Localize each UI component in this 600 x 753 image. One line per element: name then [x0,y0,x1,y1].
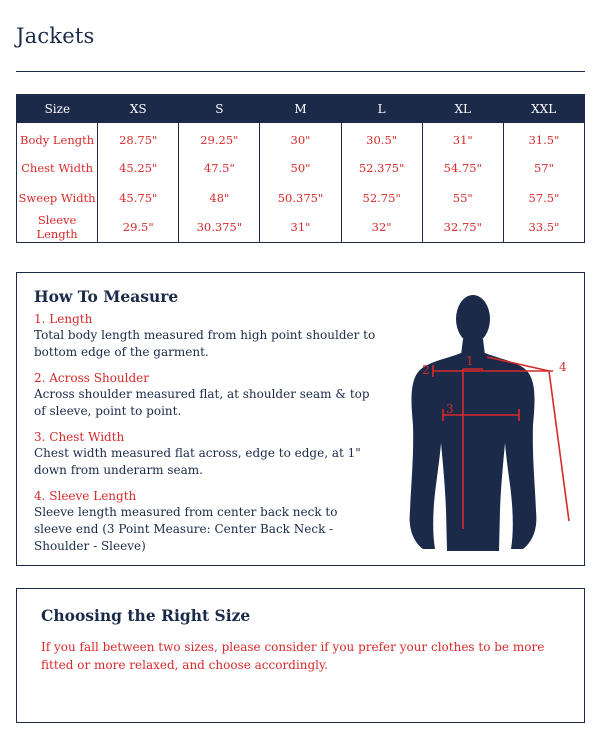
choosing-size-text: If you fall between two sizes, please consider if you prefer your clothes to be more fitted or more relaxed, and choose accordingly. [41,640,545,672]
measure-description: Chest width measured flat across, edge to edge, at 1" down from underarm seam. [34,446,361,477]
measure-item-across-shoulder [34,370,379,420]
measure-description: Across shoulder measured flat, at shoulder seam & top of sleeve, point to point. [34,387,370,418]
header-cell: L [341,95,422,123]
row-label: Chest Width [21,160,93,175]
measure-item-chest-width [34,429,379,479]
header-cell: XXL [503,95,584,123]
table-cell: 48" [179,183,260,213]
how-to-measure-panel [16,272,585,566]
header-cell: M [260,95,341,123]
table-cell: 30.5" [341,123,422,153]
table-row [17,153,585,183]
table-cell: 45.25" [98,153,179,183]
measure-item-length [34,311,379,361]
table-cell: 31.5" [503,123,584,153]
measure-description: Sleeve length measured from center back neck to sleeve end (3 Point Measure: Center Back Neck - Shoulder - Sleeve) [34,505,338,553]
body-measurement-figure [401,285,581,560]
measure-description: Total body length measured from high point shoulder to bottom edge of the garment. [34,328,376,359]
choosing-size-panel [16,588,585,723]
header-cell: XS [98,95,179,123]
table-cell: 50.375" [260,183,341,213]
header-cell: XL [422,95,503,123]
size-header-row [17,95,585,123]
table-cell: 45.75" [98,183,179,213]
table-cell: 50" [260,153,341,183]
measure-heading: 1. Length [34,312,93,326]
table-cell: 30.375" [179,213,260,243]
table-cell: 29.25" [179,123,260,153]
table-cell: 57.5" [503,183,584,213]
table-cell: 57" [503,153,584,183]
figure-label: 2 [422,363,430,377]
table-cell: 32.75" [422,213,503,243]
table-cell: 28.75" [98,123,179,153]
table-cell: 31" [260,213,341,243]
header-cell: S [179,95,260,123]
figure-label: 1 [466,354,474,368]
measure-instructions [34,311,379,564]
title-divider [16,71,585,72]
measure-item-sleeve-length [34,488,379,555]
table-row [17,123,585,153]
measure-heading: 3. Chest Width [34,430,125,444]
choosing-size-title: Choosing the Right Size [41,606,251,625]
table-row [17,213,585,243]
table-cell: 31" [422,123,503,153]
row-label: Sleeve Length [36,213,78,242]
table-row [17,183,585,213]
header-cell: Size [17,95,98,123]
table-cell: 55" [422,183,503,213]
table-cell: 32" [341,213,422,243]
how-to-measure-title: How To Measure [34,287,179,306]
table-cell: 33.5" [503,213,584,243]
table-cell: 30" [260,123,341,153]
table-cell: 47.5" [179,153,260,183]
figure-label: 3 [446,402,454,416]
measure-heading: 4. Sleeve Length [34,489,137,503]
size-chart-table [16,94,585,243]
torso-silhouette-icon [410,295,537,551]
table-cell: 54.75" [422,153,503,183]
figure-label: 4 [559,360,567,374]
table-cell: 29.5" [98,213,179,243]
page-title: Jackets [16,24,95,48]
table-cell: 52.375" [341,153,422,183]
row-label: Sweep Width [18,190,96,205]
row-label: Body Length [20,132,95,147]
table-cell: 52.75" [341,183,422,213]
measure-heading: 2. Across Shoulder [34,371,150,385]
